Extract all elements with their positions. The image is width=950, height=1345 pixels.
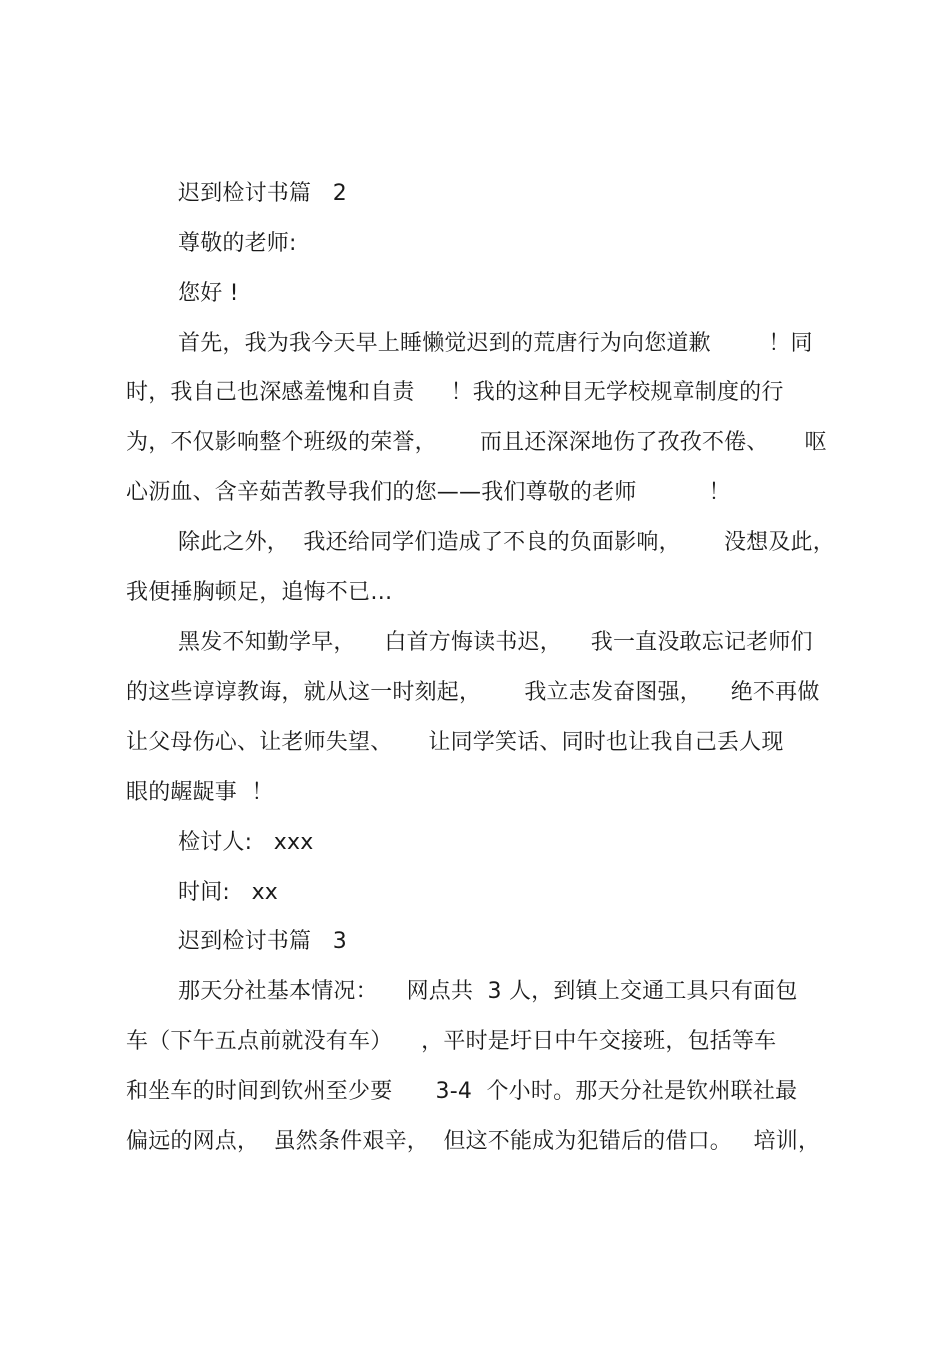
paragraph-line: 我便捶胸顿足，追悔不已…: [126, 580, 393, 605]
paragraph-line: 那天分社基本情况： 网点共 3 人，到镇上交通工具只有面包: [178, 979, 798, 1004]
paragraph-line: 眼的龌龊事 ！: [126, 780, 274, 805]
date-line: 时间: xx: [178, 880, 279, 905]
paragraph-line: 除此之外， 我还给同学们造成了不良的负面影响， 没想及此，: [178, 530, 835, 555]
paragraph-line: 偏远的网点， 虽然条件艰辛， 但这不能成为犯错后的借口。 培训，: [126, 1129, 821, 1154]
paragraph-line: 首先，我为我今天早上睡懒觉迟到的荒唐行为向您道歉 ！同: [178, 331, 813, 356]
paragraph-line: 的这些谆谆教诲，就从这一时刻起， 我立志发奋图强， 绝不再做: [126, 680, 820, 705]
salutation: 尊敬的老师:: [178, 231, 297, 256]
section-heading-2: 迟到检讨书篇 2: [178, 181, 347, 206]
paragraph-line: 黑发不知勤学早， 白首方悔读书迟， 我一直没敢忘记老师们: [178, 630, 813, 655]
paragraph-line: 让父母伤心、让老师失望、 让同学笑话、同时也让我自己丢人现: [126, 730, 784, 755]
paragraph-line: 时，我自己也深感羞愧和自责 ！我的这种目无学校规章制度的行: [126, 380, 784, 405]
paragraph-line: 心沥血、含辛茹苦教导我们的您——我们尊敬的老师 ！: [126, 480, 731, 505]
greeting: 您好 !: [178, 281, 239, 306]
section-heading-3: 迟到检讨书篇 3: [178, 929, 347, 954]
paragraph-line: 车（下午五点前就没有车） ，平时是圩日中午交接班，包括等车: [126, 1029, 777, 1054]
paragraph-line: 和坐车的时间到钦州至少要 3-4 个小时。那天分社是钦州联社最: [126, 1079, 798, 1104]
paragraph-line: 为，不仅影响整个班级的荣誉， 而且还深深地伤了孜孜不倦、 呕: [126, 430, 827, 455]
signer-line: 检讨人: xxx: [178, 830, 314, 855]
